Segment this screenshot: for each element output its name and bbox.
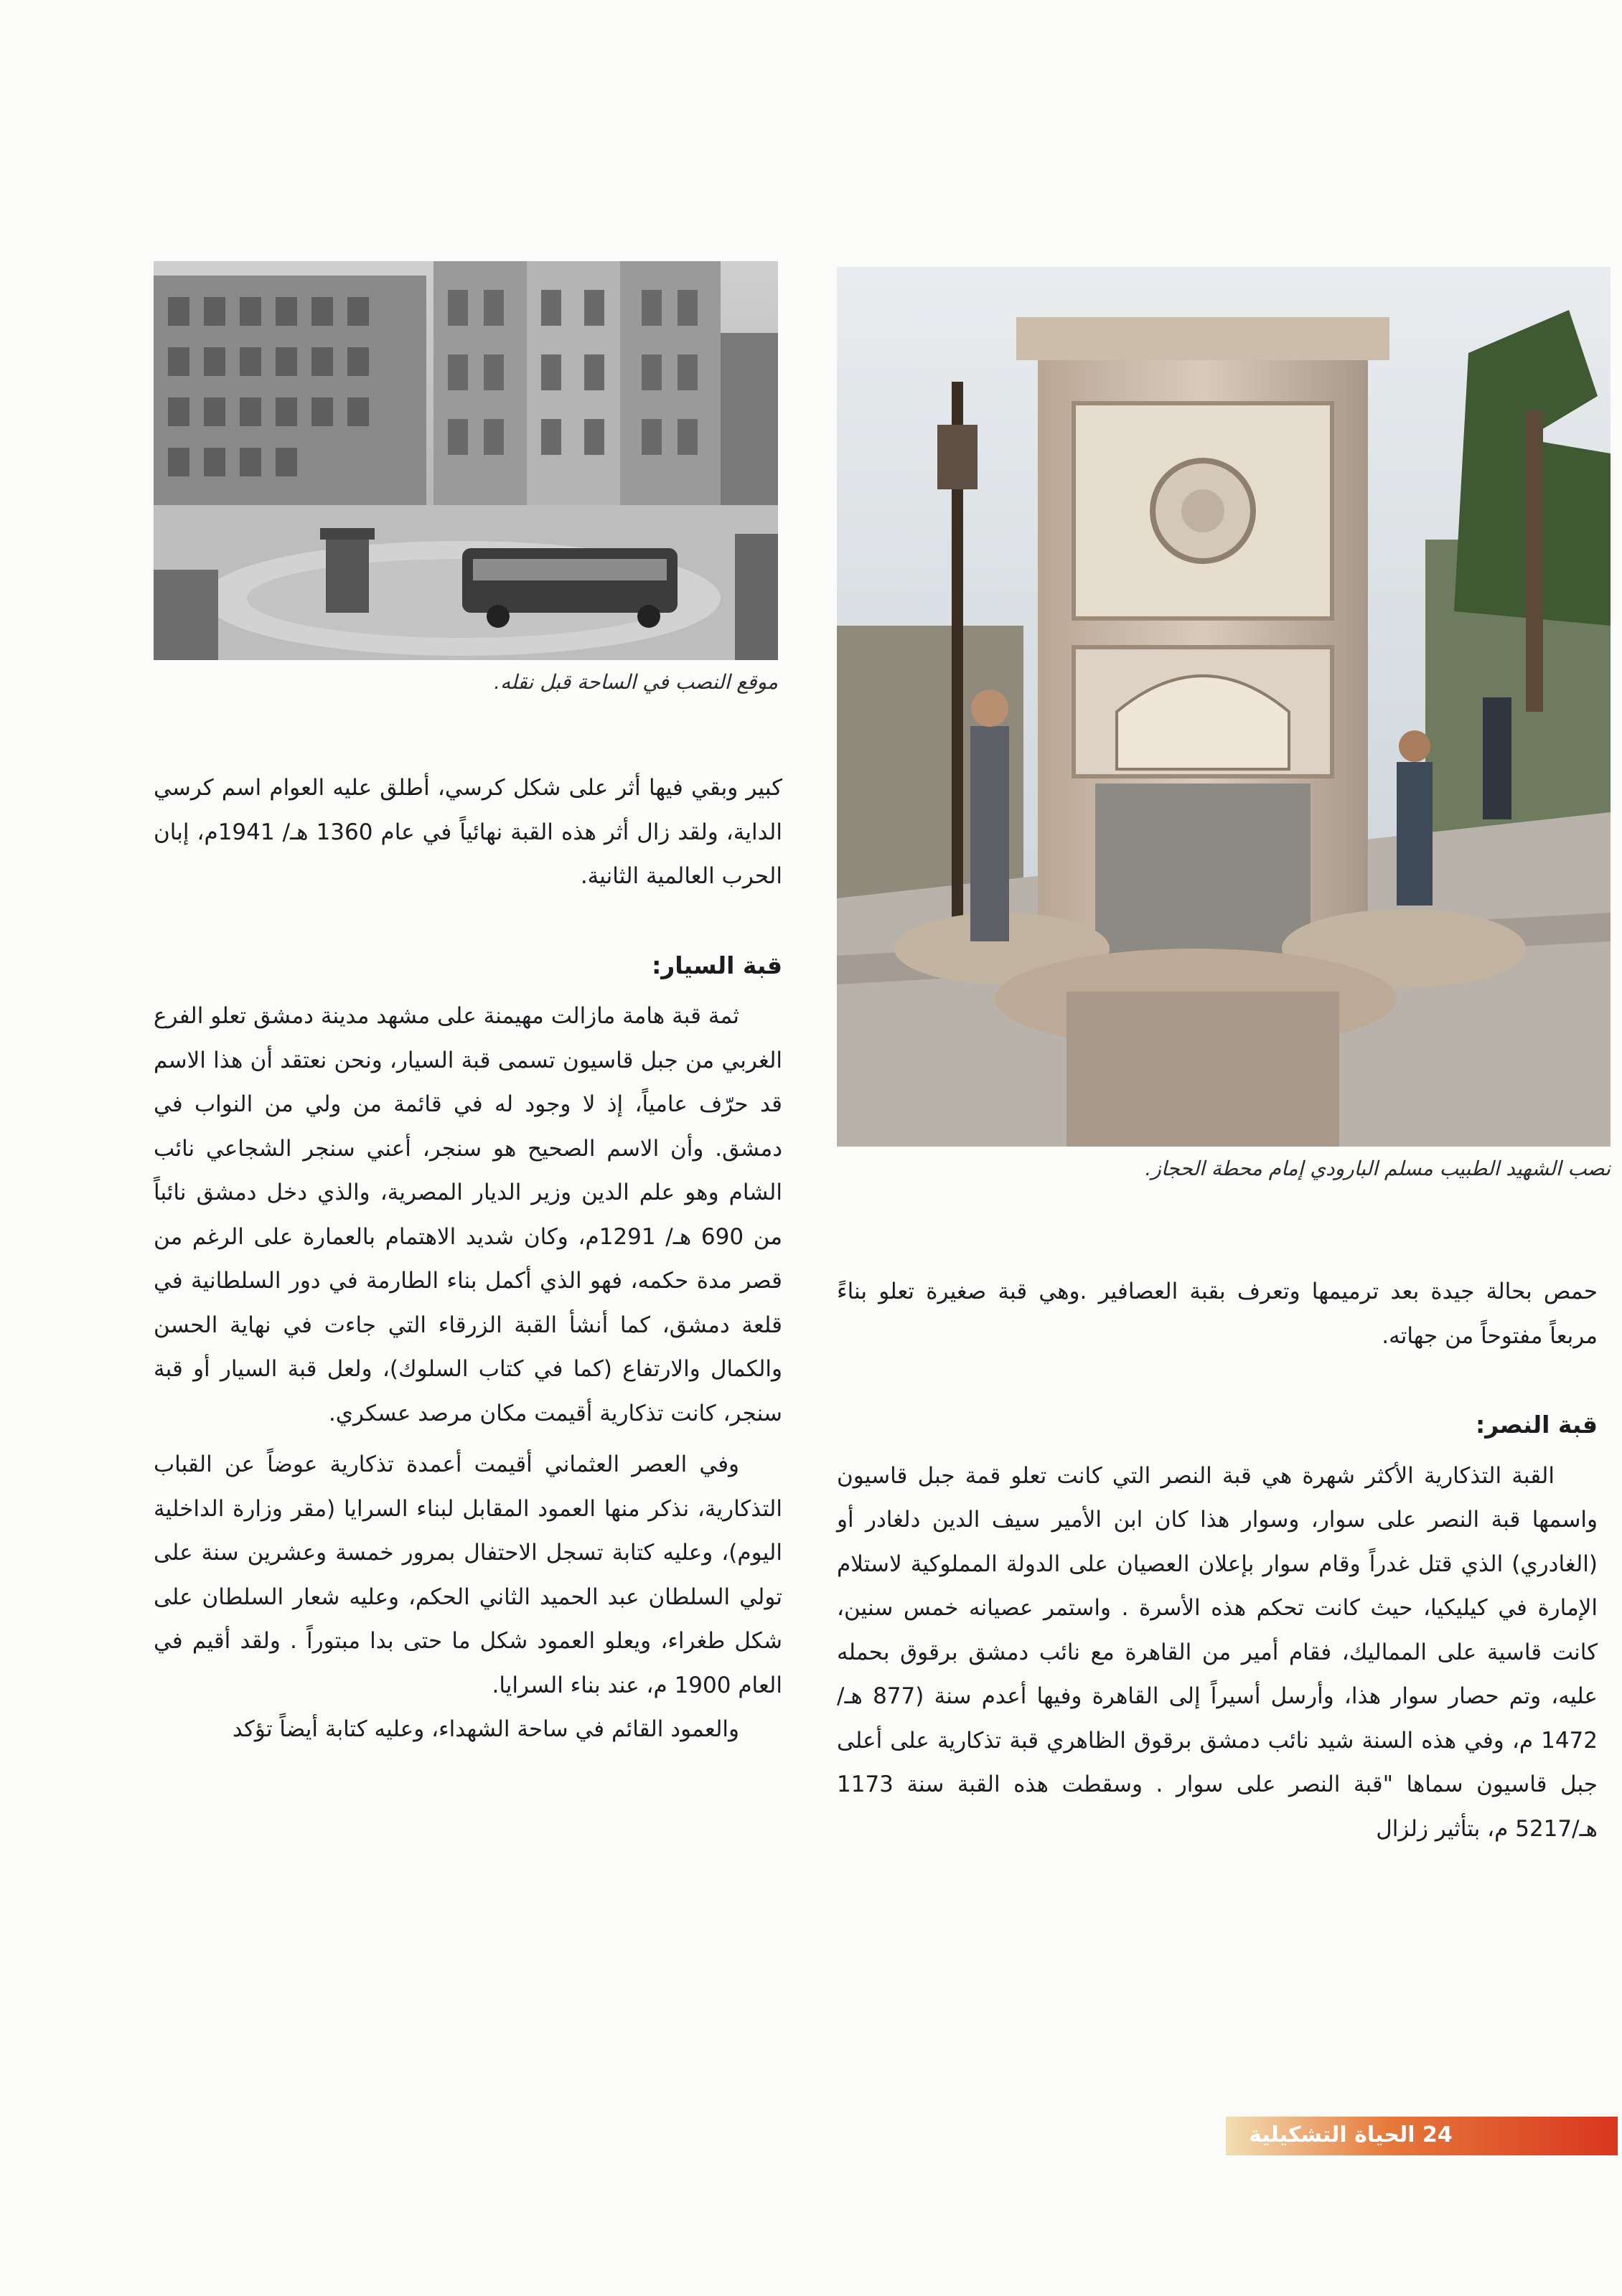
fountain-monument-photo	[837, 267, 1611, 1147]
footer-label	[1249, 2122, 1453, 2147]
magazine-name: الحياة التشكيلية	[1249, 2122, 1415, 2147]
section-heading-sayyar: قبة السيار:	[652, 951, 782, 979]
right-text-column	[837, 1270, 1598, 1851]
square-photo-caption: موقع النصب في الساحة قبل نقله.	[494, 670, 778, 694]
left-paragraph-2: ثمة قبة هامة مازالت مهيمنة على مشهد مدينة دمشق تعلو الفرع الغربي من جبل قاسيون تسمى قبة السيار، ونحن نعتقد أن هذا الاسم قد حرّف عامياً، إذ لا وجود له في قائمة من ولي من النواب في دمشق. وأن الاسم الصحيح هو سنجر، أعني سنجر الشجاعي نائب الشام وهو علم الدين وزير الديار المصرية، والذي دخل دمشق نائباً من 690 هـ/ 1291م، وكان شديد الاهتمام بالعمارة على الرغم من قصر مدة حكمه، فهو الذي أكمل بناء الطارمة في دور السلطانية في قلعة دمشق، كما أنشأ القبة الزرقاء التي جاءت في نهاية الحسن والكمال والارتفاع (كما في كتاب السلوك)، ولعل قبة السيار أو قبة سنجر، كانت تذكارية أقيمت مكان مرصد عسكري.	[154, 1003, 782, 1426]
left-paragraph-3: وفي العصر العثماني أقيمت أعمدة تذكارية عوضاً عن القباب التذكارية، نذكر منها العمود المقابل لبناء السرايا (مقر وزارة الداخلية اليوم)، وعليه كتابة تسجل الاحتفال بمرور خمسة وعشرين سنة على تولي السلطان عبد الحميد الثاني الحكم، وعليه شعار السلطان على شكل طغراء، ويعلو العمود شكل ما حتى بدا مبتوراً . ولقد أقيم في العام 1900 م، عند بناء السرايا.	[154, 1452, 782, 1698]
section-heading-nasr: قبة النصر:	[1476, 1411, 1598, 1439]
square-historic-photo	[154, 261, 778, 660]
left-paragraph-4: والعمود القائم في ساحة الشهداء، وعليه كتابة أيضاً تؤكد	[232, 1716, 739, 1742]
left-text-column	[154, 766, 782, 1752]
right-paragraph-2: القبة التذكارية الأكثر شهرة هي قبة النصر التي كانت تعلو قمة جبل قاسيون واسمها قبة النصر على سوار، وسوار هذا كان ابن الأمير سيف الدين دلغادر أو (الغادري) الذي قتل غدراً وقام سوار بإعلان العصيان على الدولة المملوكية لاستلام الإمارة في كيليكيا، حيث كانت تحكم هذه الأسرة . واستمر عصيانه خمس سنين، كانت قاسية على المماليك، فقام أمير من القاهرة مع نائب دمشق برقوق بحمله عليه، وتم حصار سوار هذا، وأرسل أسيراً إلى القاهرة وفيها أعدم سنة (877 هـ/ 1472 م، وفي هذه السنة شيد نائب دمشق برقوق الظاهري قبة تذكارية على أعلى جبل قاسيون سماها "قبة النصر على سوار . وسقطت هذه القبة سنة 1173 هـ/5217 م، بتأثير زلزال	[837, 1462, 1598, 1842]
left-paragraph-1: كبير وبقي فيها أثر على شكل كرسي، أطلق عليه العوام اسم كرسي الداية، ولقد زال أثر هذه القبة نهائياً في عام 1360 هـ/ 1941م، إبان الحرب العالمية الثانية.	[154, 775, 782, 889]
page-number: 24	[1422, 2122, 1453, 2147]
fountain-photo-caption: نصب الشهيد الطبيب مسلم البارودي إمام محطة الحجاز.	[1145, 1157, 1611, 1180]
right-paragraph-1: حمص بحالة جيدة بعد ترميمها وتعرف بقبة العصافير .وهي قبة صغيرة تعلو بناءً مربعاً مفتوحاً من جهاته.	[837, 1279, 1598, 1349]
